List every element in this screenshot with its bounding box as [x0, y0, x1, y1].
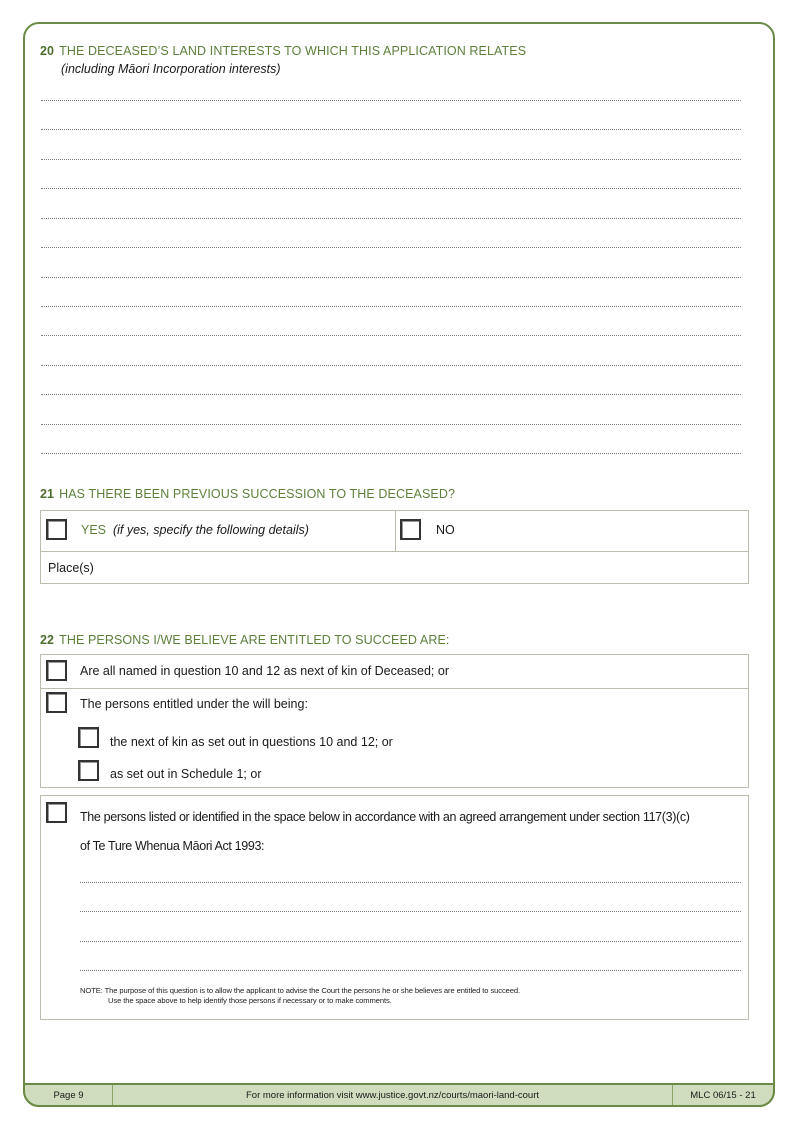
q20-blank-line[interactable]	[41, 188, 741, 189]
q20-blank-line[interactable]	[41, 453, 741, 454]
q20-blank-line[interactable]	[41, 306, 741, 307]
q21-yes-checkbox[interactable]	[46, 519, 67, 540]
footer-page-number: Page 9	[25, 1085, 113, 1105]
q22-blank-line[interactable]	[80, 911, 741, 912]
q22-blank-line[interactable]	[80, 882, 741, 883]
q22-arrangement-label-line2: of Te Ture Whenua Māori Act 1993:	[80, 839, 265, 853]
footer-form-code: MLC 06/15 - 21	[690, 1089, 756, 1101]
q20-blank-line[interactable]	[41, 335, 741, 336]
q22-will-next-of-kin-checkbox[interactable]	[78, 727, 99, 748]
q22-arrangement-label-line1: The persons listed or identified in the space below in accordance with an agreed arrangement under section 117(3)(c)	[80, 810, 690, 824]
page-footer	[23, 1083, 775, 1107]
q20-blank-line[interactable]	[41, 424, 741, 425]
footer-info-link: For more information visit www.justice.govt.nz/courts/maori-land-court	[113, 1085, 673, 1105]
q22-blank-line[interactable]	[80, 941, 741, 942]
q21-number: 21	[40, 487, 55, 501]
q20-heading	[40, 44, 526, 58]
q21-no-label: NO	[436, 523, 455, 537]
q20-blank-line[interactable]	[41, 365, 741, 366]
q22-heading	[40, 633, 449, 647]
q21-no-checkbox[interactable]	[400, 519, 421, 540]
q22-next-of-kin-checkbox[interactable]	[46, 660, 67, 681]
q20-blank-line[interactable]	[41, 247, 741, 248]
q22-number: 22	[40, 633, 55, 647]
q22-will-next-of-kin-label: the next of kin as set out in questions 10 and 12; or	[110, 735, 393, 749]
q20-blank-line[interactable]	[41, 159, 741, 160]
q20-title: THE DECEASED’S LAND INTERESTS TO WHICH THIS APPLICATION RELATES	[59, 44, 527, 58]
q22-note	[80, 986, 520, 1006]
q20-blank-line[interactable]	[41, 218, 741, 219]
q21-place-input[interactable]	[100, 553, 745, 582]
q20-blank-line[interactable]	[41, 129, 741, 130]
q22-arrangement-checkbox[interactable]	[46, 802, 67, 823]
q20-subtitle: (including Māori Incorporation interests)	[61, 62, 281, 76]
q21-heading	[40, 487, 455, 501]
q20-blank-line[interactable]	[41, 100, 741, 101]
q22-note-line1: NOTE: The purpose of this question is to allow the applicant to advise the Court the persons he or she believes are entitled to succeed.	[80, 986, 521, 995]
q21-yes-label: YES (if yes, specify the following details)	[81, 523, 309, 537]
q22-blank-line[interactable]	[80, 970, 741, 971]
q22-next-of-kin-label: Are all named in question 10 and 12 as next of kin of Deceased; or	[80, 664, 449, 678]
q22-will-schedule-checkbox[interactable]	[78, 760, 99, 781]
q22-will-checkbox[interactable]	[46, 692, 67, 713]
q20-blank-line[interactable]	[41, 277, 741, 278]
q21-place-label: Place(s)	[48, 561, 94, 575]
q22-note-line2: Use the space above to help identify those persons if necessary or to make comments.	[108, 996, 392, 1005]
q22-will-schedule-label: as set out in Schedule 1; or	[110, 767, 262, 781]
q20-blank-line[interactable]	[41, 394, 741, 395]
q22-will-label: The persons entitled under the will being:	[80, 697, 308, 711]
q20-number: 20	[40, 44, 55, 58]
q21-title: HAS THERE BEEN PREVIOUS SUCCESSION TO THE DECEASED?	[59, 487, 456, 501]
q22-title: THE PERSONS I/WE BELIEVE ARE ENTITLED TO SUCCEED ARE:	[59, 633, 450, 647]
